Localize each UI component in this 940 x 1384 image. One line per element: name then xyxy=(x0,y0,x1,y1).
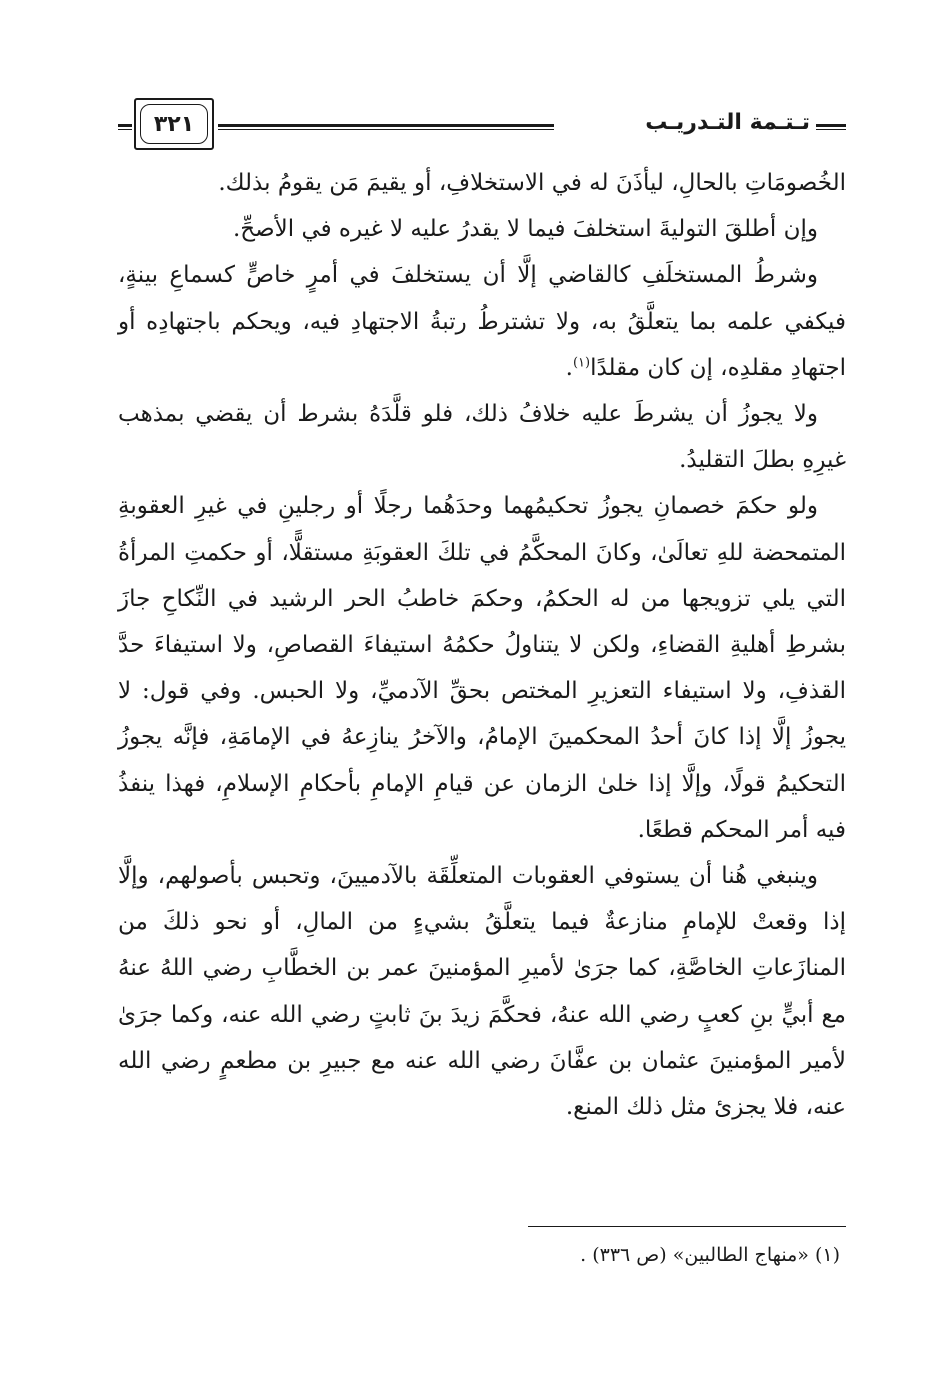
header-rule-middle xyxy=(218,124,554,130)
paragraph: وينبغي هُنا أن يستوفي العقوبات المتعلِّقَة بالآدميينَ، وتحبس بأصولهم، وإلَّا إذا وقعتْ للإمامِ منازعةٌ فيما يتعلَّقُ بشيءٍ من المالِ، أو نحو ذلكَ من المنازَعاتِ الخاصَّةِ، كما جرَىٰ لأميرِ المؤمنينَ عمر بن الخطَّابِ رضي اللهُ عنهُ مع أبيٍّ بنِ كعبٍ رضي الله عنهُ، فحكَّمَ زيدَ بنَ ثابتٍ رضي الله عنه، وكما جرَىٰ لأمير المؤمنينَ عثمان بن عفَّانَ رضي الله عنه مع جبيرِ بن مطعمٍ رضي الله عنه، فلا يجزئ مثل ذلك المنع. xyxy=(118,863,846,1121)
running-header xyxy=(118,98,846,158)
footnote: (١) «منهاج الطالبين» (ص ٣٣٦) . xyxy=(580,1244,840,1266)
main-text xyxy=(118,160,846,1130)
header-title: تـتـمة التـدريـب xyxy=(645,110,810,135)
page-number: ٣٢١ xyxy=(140,104,208,144)
header-rule-left xyxy=(118,124,132,130)
paragraph-text: وشرطُ المستخلَفِ كالقاضي إلَّا أن يستخلفَ في أمرٍ خاصٍّ كسماعِ بينةٍ، فيكفي علمه بما يتعلَّقُ به، ولا تشترطُ رتبةُ الاجتهادِ فيه، ويحكم باجتهادِه أو اجتهادِ مقلدِه، إن كان مقلدًا xyxy=(118,262,846,381)
paragraph xyxy=(118,252,846,391)
paragraph-end-punctuation: . xyxy=(565,354,573,381)
paragraph: الخُصومَاتِ بالحالِ، ليأذَنَ له في الاستخلافِ، أو يقيمَ مَن يقومُ بذلك. xyxy=(218,170,846,196)
page-number-frame xyxy=(134,98,214,150)
paragraph: وإن أطلقَ التوليةَ استخلفَ فيما لا يقدرُ عليه لا غيره في الأصحِّ. xyxy=(232,216,818,243)
footnote-separator xyxy=(528,1226,846,1227)
footnote-reference[interactable]: (١) xyxy=(572,355,591,371)
paragraph: ولو حكمَ خصمانِ يجوزُ تحكيمُهما وحدَهُما رجلًا أو رجلينِ في غيرِ العقوبةِ المتمحضة للهِ تعالَىٰ، وكانَ المحكَّمُ في تلكَ العقوبَةِ مستقلًّا، أو حكمتِ المرأةُ التي يلي تزويجها من له الحكمُ، وحكمَ خاطبُ الحر الرشيد في النِّكاحِ جازَ بشرطِ أهليةِ القضاءِ، ولكن لا يتناولُ حكمُهُ استيفاءَ القصاصِ، ولا استيفاءَ حدَّ القذفِ، ولا استيفاء التعزيرِ المختص بحقِّ الآدميِّ، ولا الحبس. وفي قول: لا يجوزُ إلَّا إذا كانَ أحدُ المحكمينَ الإمامُ، والآخرُ ينازِعهُ في الإمامَةِ، فإنَّه يجوزُ التحكيمُ قولًا، وإلَّا إذا خلىٰ الزمان عن قيامِ الإمامِ بأحكامِ الإسلامِ، فهذا ينفذُ فيه أمر المحكم قطعًا. xyxy=(118,493,846,843)
paragraph: ولا يجوزُ أن يشرطَ عليه خلافُ ذلك، فلو قلَّدَهُ بشرط أن يقضي بمذهب غيرِهِ بطلَ التقليدُ. xyxy=(118,401,846,474)
header-rule-right xyxy=(816,124,846,130)
